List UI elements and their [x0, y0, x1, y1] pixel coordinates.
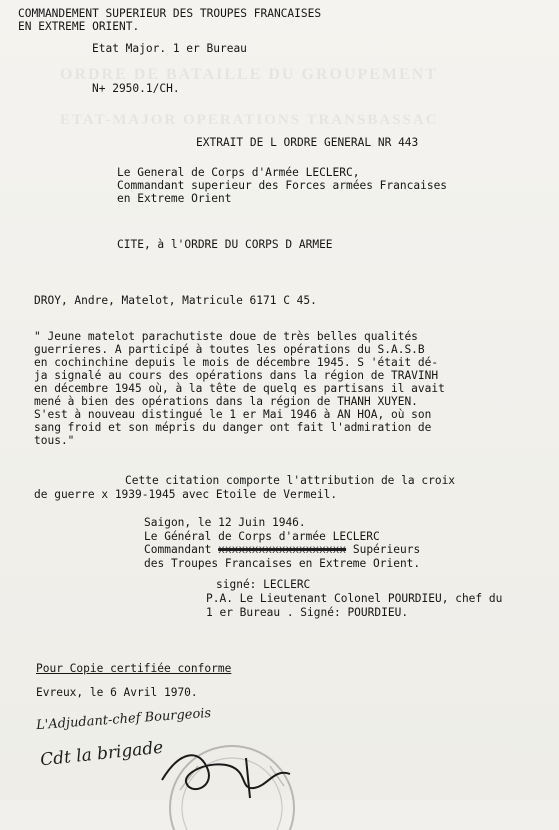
cite-line: CITE, à l'ORDRE DU CORPS D ARMEE [117, 238, 333, 251]
issuer-line: Commandant superieur des Forces armées Francaises [117, 179, 448, 192]
signed-line: signé: LECLERC [216, 578, 311, 591]
bleed-through-text: ETAT-MAJOR OPERATIONS TRANSBASSAC [60, 112, 439, 128]
citation-line: sang froid et son mépris du danger ont fait l'admiration de [34, 421, 432, 434]
citation-line: ja signalé au cours des opérations dans la région de TRAVINH [34, 369, 439, 382]
citation-line: tous." [34, 434, 75, 447]
citation-line: S'est à nouveau distingué le 1 er Mai 1946 à AN HOA, où son [34, 408, 432, 421]
extract-title: EXTRAIT DE L ORDRE GENERAL NR 443 [196, 136, 419, 149]
issuer-line: en Extreme Orient [117, 192, 232, 205]
citation-line: guerrieres. A participé à toutes les opérations du S.A.S.B [34, 343, 425, 356]
handwritten-rank-name: L'Adjudant-chef Bourgeois [35, 705, 212, 734]
pa-line-1: P.A. Le Lieutenant Colonel POURDIEU, chef du [206, 592, 503, 605]
header-office: Etat Major. 1 er Bureau [92, 42, 247, 55]
citation-line: mené à bien des opérations dans la région de THANH XUYEN. [34, 395, 418, 408]
signature-line-4: des Troupes Francaises en Extreme Orient. [144, 557, 421, 570]
attribution-line-1: Cette citation comporte l'attribution de la croix [125, 474, 456, 487]
certified-copy-line: Pour Copie certifiée conforme [36, 662, 232, 675]
citation-paragraph [34, 330, 445, 447]
struck-out-text: xxxxxxxxxxxxxxxxxxx [218, 543, 347, 556]
citation-line: en décembre 1945 où, à la tête de quelq es partisans il avait [34, 382, 445, 395]
citation-line: en cochinchine depuis le mois de décembre 1945. S 'était dé- [34, 356, 439, 369]
issuer-block [117, 166, 447, 205]
evreux-date-line: Evreux, le 6 Avril 1970. [36, 686, 198, 699]
signature-line-3-suffix: Supérieurs [352, 543, 421, 556]
recipient-line: DROY, Andre, Matelot, Matricule 6171 C 45. [34, 294, 317, 307]
attribution-line-2: de guerre x 1939-1945 avec Etoile de Vermeil. [34, 488, 338, 501]
bleed-through-text: ORDRE DE BATAILLE DU GROUPEMENT [60, 66, 438, 83]
header-line-1: COMMANDEMENT SUPERIEUR DES TROUPES FRANCAISES [18, 7, 322, 20]
signature-place-date: Saigon, le 12 Juin 1946. [144, 516, 306, 529]
handwritten-unit: Cdt la brigade [39, 737, 165, 771]
signature-line-3-prefix: Commandant [144, 543, 212, 556]
signature-line-2: Le Général de Corps d'armée LECLERC [144, 530, 380, 543]
header-number: N+ 2950.1/CH. [92, 82, 180, 95]
signature-line-3 [144, 543, 420, 556]
handwritten-signature [150, 740, 310, 800]
issuer-line: Le General de Corps d'Armée LECLERC, [117, 166, 360, 179]
citation-line: " Jeune matelot parachutiste doue de très belles qualités [34, 330, 418, 343]
header-line-2: EN EXTREME ORIENT. [18, 20, 140, 33]
pa-line-2: 1 er Bureau . Signé: POURDIEU. [206, 606, 409, 619]
